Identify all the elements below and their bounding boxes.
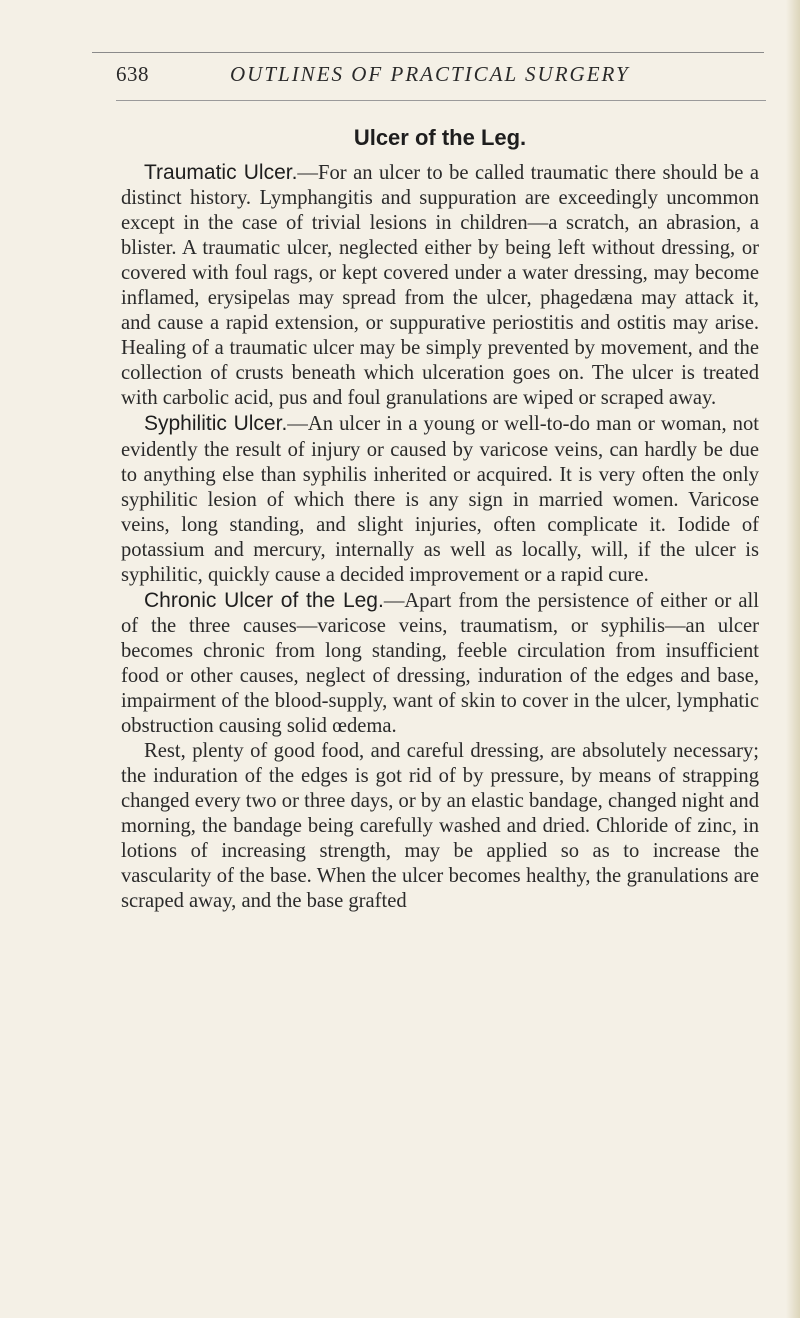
running-title: OUTLINES OF PRACTICAL SURGERY — [230, 62, 630, 86]
paragraph-text: —An ulcer in a young or well-to-do man or woman, not evidently the result of injury or caused by varicose veins, can hardly be due to anything else than syphilis inherited or acquired. It is very often the only syphilitic lesion of which there is any sign in married women. Varicose veins, long standing, and slight injuries, often complicate it. Iodide of potassium and mercury, internally as well as locally, will, if the ulcer is syphilitic, quickly cause a decided improvement or a rapid cure. — [121, 413, 759, 586]
paragraph-treatment — [121, 739, 759, 914]
page-edge-shadow — [786, 0, 800, 1318]
paragraph-traumatic-ulcer — [121, 160, 759, 411]
paragraph-lead: Syphilitic Ulcer. — [144, 412, 288, 436]
paragraph-text: —Apart from the persistence of either or all of the three causes—varicose veins, traumatism, or syphilis—an ulcer becomes chronic from long standing, feeble circulation from insufficient food or other causes, neglect of dressing, induration of the edges and base, impairment of the blood-supply, want of skin to cover in the ulcer, lymphatic obstruction causing solid œdema. — [121, 589, 759, 738]
page-number: 638 — [116, 62, 149, 86]
paragraph-lead: Chronic Ulcer of the Leg. — [144, 588, 384, 612]
paragraph-text: Rest, plenty of good food, and careful dressing, are absolutely necessary; the induration of the edges is got rid of by pressure, by means of strapping changed every two or three days, or by an elastic bandage, changed night and morning, the bandage being carefully washed and dried. Chloride of zinc, in lotions of increasing strength, may be applied so as to increase the vascularity of the base. When the ulcer becomes healthy, the granulations are scraped away, and the base grafted — [121, 740, 759, 913]
running-header — [116, 62, 796, 96]
header-rule — [116, 100, 766, 101]
page-body — [121, 124, 759, 914]
section-heading: Ulcer of the Leg. — [353, 125, 527, 150]
paragraph-lead: Traumatic Ulcer. — [144, 161, 298, 184]
paragraph-syphilitic-ulcer — [121, 411, 759, 587]
paragraph-chronic-ulcer — [121, 588, 759, 739]
top-border-line — [92, 52, 764, 53]
paragraph-text: —For an ulcer to be called traumatic there should be a distinct history. Lymphangitis and suppuration are exceedingly uncommon except in the case of trivial lesions in children—a scratch, an abrasion, a blister. A traumatic ulcer, neglected either by being left without dressing, or covered with foul rags, or kept covered under a water dressing, may become inflamed, erysipelas may spread from the ulcer, phagedæna may attack it, and cause a rapid extension, or suppurative periostitis and ostitis may arise. Healing of a traumatic ulcer may be simply prevented by movement, and the collection of crusts beneath which ulceration goes on. The ulcer is treated with carbolic acid, pus and foul granulations are wiped or scraped away. — [121, 162, 759, 410]
